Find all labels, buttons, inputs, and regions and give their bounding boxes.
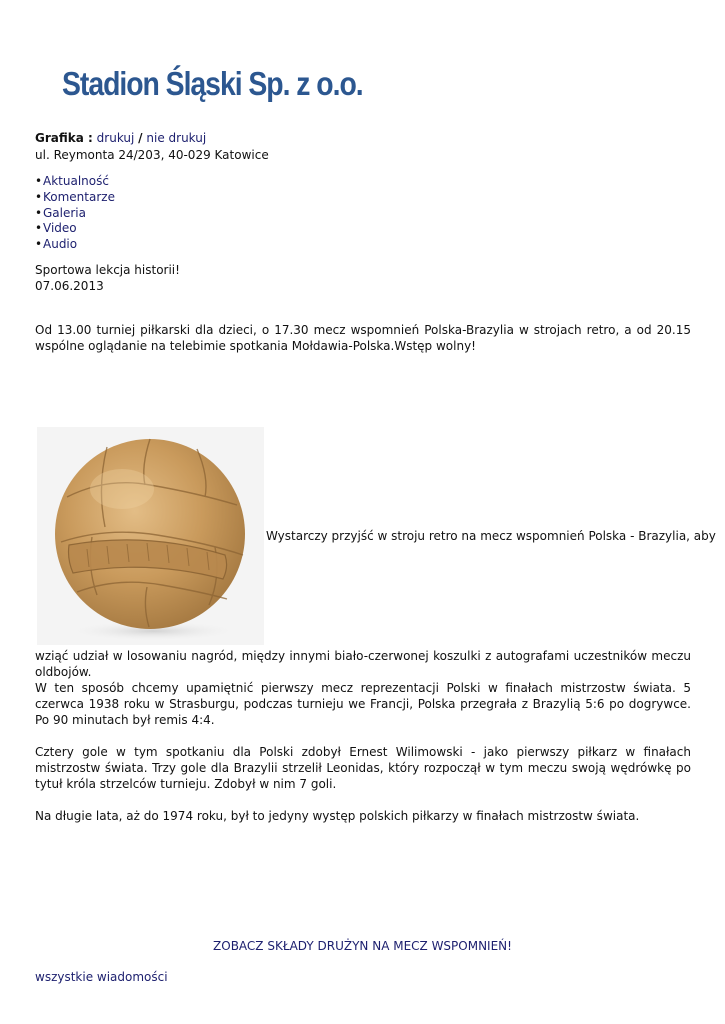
bullet-icon: • [35,174,43,188]
article-paragraph-4: Cztery gole w tym spotkaniu dla Polski zdobył Ernest Wilimowski - jako pierwszy piłkarz w finałach mistrzostw świata. Trzy gole dla Brazylii strzelił Leonidas, który rozpoczął w tym meczu swoją wędrówkę po tytuł króla strzelców turnieju. Zdobył w nim 7 goli. [35,745,691,791]
print-link[interactable]: drukuj [96,131,135,145]
all-news-container [35,969,168,985]
article-paragraph-2: wziąć udział w losowaniu nagród, między innymi biało-czerwonej koszulki z autografami uczestników meczu oldbojów. [35,649,691,679]
article-paragraph-3: W ten sposób chcemy upamiętnić pierwszy mecz reprezentacji Polski w finałach mistrzostw świata. 5 czerwca 1938 roku w Strasburgu, podczas turnieju we Francji, Polska przegrała z Brazylią 5:6 po dogrywce. Po 90 minutach był remis 4:4. [35,681,691,727]
info-block [35,130,269,164]
menu-item-audio [35,237,115,253]
print-options [35,130,269,147]
bullet-icon: • [35,237,43,252]
bullet-icon: • [35,221,43,236]
menu-link[interactable]: Audio [43,237,78,252]
print-separator: / [138,131,143,145]
image-caption: Wystarczy przyjść w stroju retro na mecz wspomnień Polska - Brazylia, aby [266,529,716,543]
all-news-link[interactable]: wszystkie wiadomości [35,970,168,984]
cta-container [0,938,725,954]
address: ul. Reymonta 24/203, 40-029 Katowice [35,148,269,162]
retro-ball-icon [37,427,264,645]
football-image [37,427,264,645]
no-print-link[interactable]: nie drukuj [146,131,207,145]
menu-link[interactable]: Video [43,221,77,236]
menu-item-komentarze [35,190,115,206]
bullet-icon: • [35,205,43,220]
team-lineups-link[interactable]: ZOBACZ SKŁADY DRUŻYN NA MECZ WSPOMNIEŃ! [213,939,512,953]
menu-item-galeria [35,206,115,222]
menu-link[interactable]: Komentarze [43,189,115,204]
article-header [35,262,180,294]
menu-link[interactable]: Galeria [43,205,86,220]
site-logo: Stadion Śląski Sp. z o.o. [62,65,363,102]
article-paragraph-5: Na długie lata, aż do 1974 roku, był to jedyny występ polskich piłkarzy w finałach mistrzostw świata. [35,809,640,823]
menu-item-video [35,221,115,237]
article-paragraph-1: Od 13.00 turniej piłkarski dla dzieci, o 17.30 mecz wspomnień Polska-Brazylia w strojach retro, a od 20.15 wspólne oglądanie na telebimie spotkania Mołdawia-Polska.Wstęp wolny! [35,323,691,353]
section-menu [35,174,115,253]
bullet-icon: • [35,189,43,204]
menu-item-aktualnosc [35,174,115,190]
article-title: Sportowa lekcja historii! [35,263,180,277]
grafika-label: Grafika : [35,131,93,145]
article-date: 07.06.2013 [35,279,104,293]
menu-link[interactable]: Aktualność [43,174,109,188]
